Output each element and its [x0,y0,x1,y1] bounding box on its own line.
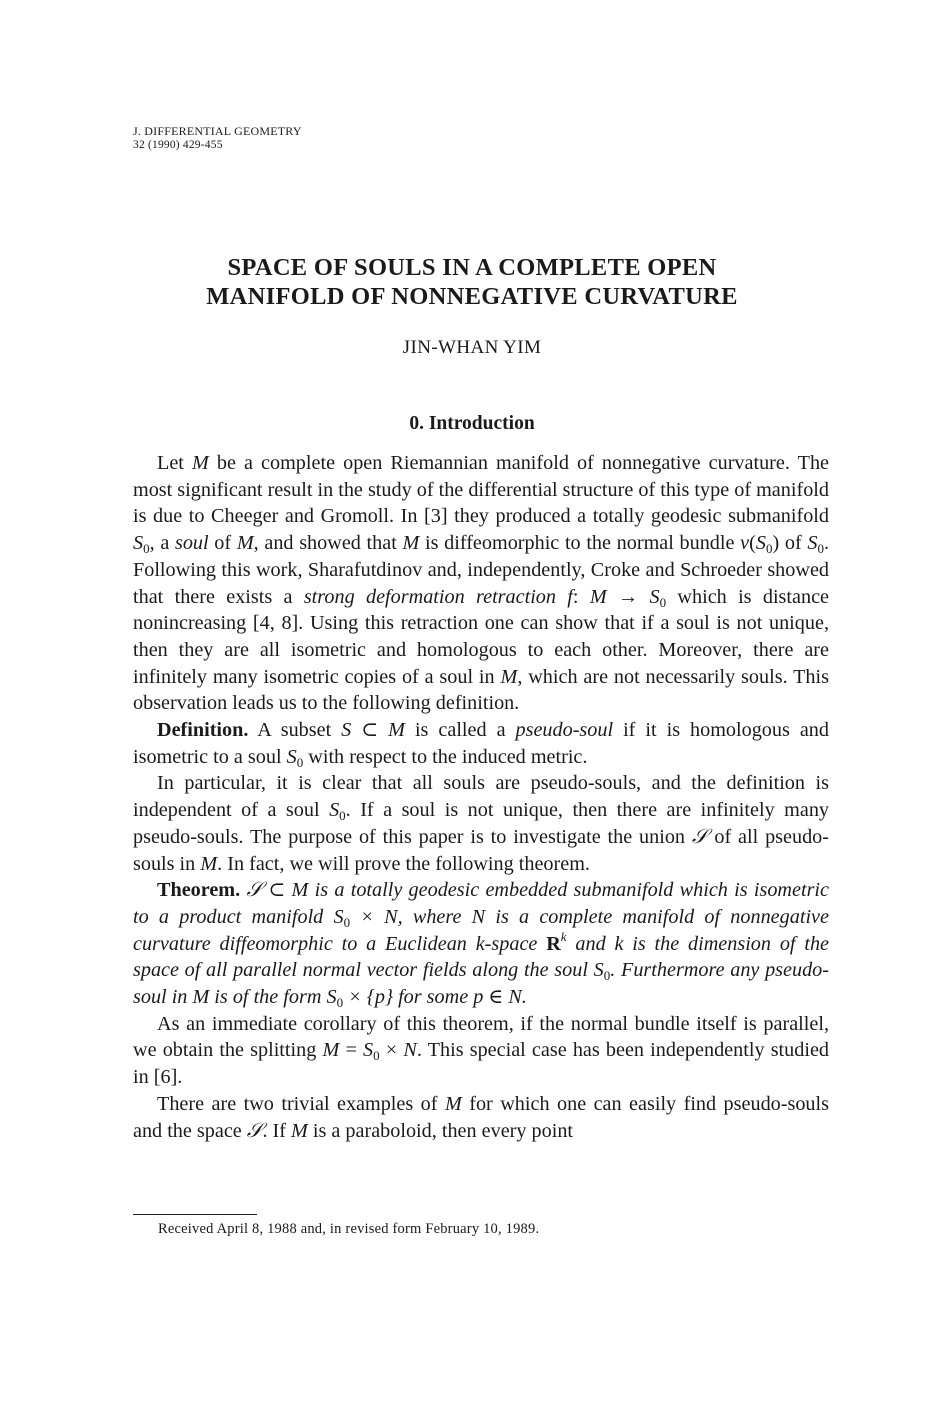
title-line-2: MANIFOLD OF NONNEGATIVE CURVATURE [206,283,738,310]
paragraph-3: As an immediate corollary of this theorem, if the normal bundle itself is parallel, we obtain the splitting $M = S_0 \times N$. This special case has been independently studied in [6]. [133,1012,830,1089]
theorem-label: Theorem. [157,879,241,902]
definition-paragraph: Definition. A subset S ⊂ M is called a pseudo-soul if it is homologous and isometric to a soul $S_0$ with respect to the induced metric. [133,719,829,770]
definition-label: Definition. [157,719,249,742]
footnote: Received April 8, 1988 and, in revised form February 10, 1989. [158,1221,540,1237]
journal-header [133,124,302,152]
body-text [133,450,829,1144]
paragraph-4: There are two trivial examples of M for which one can easily find pseudo-souls and the space 𝒮. If M is a paraboloid, then every point [133,1092,829,1142]
paragraph-2: In particular, it is clear that all souls are pseudo-souls, and the definition is independent of a soul $S_0$. If a soul is not unique, then there are infinitely many pseudo-souls. The purpose of this paper is to investigate the union 𝒮 of all pseudo-souls in M. In fact, we will prove the following theorem. [133,772,830,875]
footnote-rule [133,1214,257,1215]
page-title [0,253,944,311]
title-line-1: SPACE OF SOULS IN A COMPLETE OPEN [227,254,717,281]
paragraph-1: Let M be a complete open Riemannian manifold of nonnegative curvature. The most significant result in the study of the differential structure of this type of manifold is due to Cheeger and Gromoll. In [3] they produced a totally geodesic submanifold $S_0$, a soul of M, and showed that M is diffeomorphic to the normal bundle $\nu(S_0)$ of $S_0$. Following this work, Sharafutdinov and, independently, Croke and Schroeder showed that there exists a strong deformation retraction f: $M \to S_0$ which is distance nonincreasing [4, 8]. Using this retraction one can show that if a soul is not unique, then they are all isometric and homologous to each other. Moreover, there are infinitely many isometric copies of a soul in M, which are not necessarily souls. This observation leads us to the following definition. [133,452,829,715]
journal-volume: 32 (1990) 429-455 [133,139,223,151]
section-heading: 0. Introduction [409,413,535,434]
author: JIN-WHAN YIM [402,337,542,358]
theorem-paragraph: Theorem. 𝒮 ⊂ M is a totally geodesic embedded submanifold which is isometric to a product manifold $S_0 \times N$, where N is a complete manifold of nonnegative curvature diffeomorphic to a Euclidean k-space $R^k$ and k is the dimension of the space of all parallel normal vector fields along the soul $S_0$. Furthermore any pseudo-soul in M is of the form $S_0 \times \{p\}$ for some p ∈ N. [133,879,830,1011]
journal-name: J. DIFFERENTIAL GEOMETRY [133,124,302,138]
